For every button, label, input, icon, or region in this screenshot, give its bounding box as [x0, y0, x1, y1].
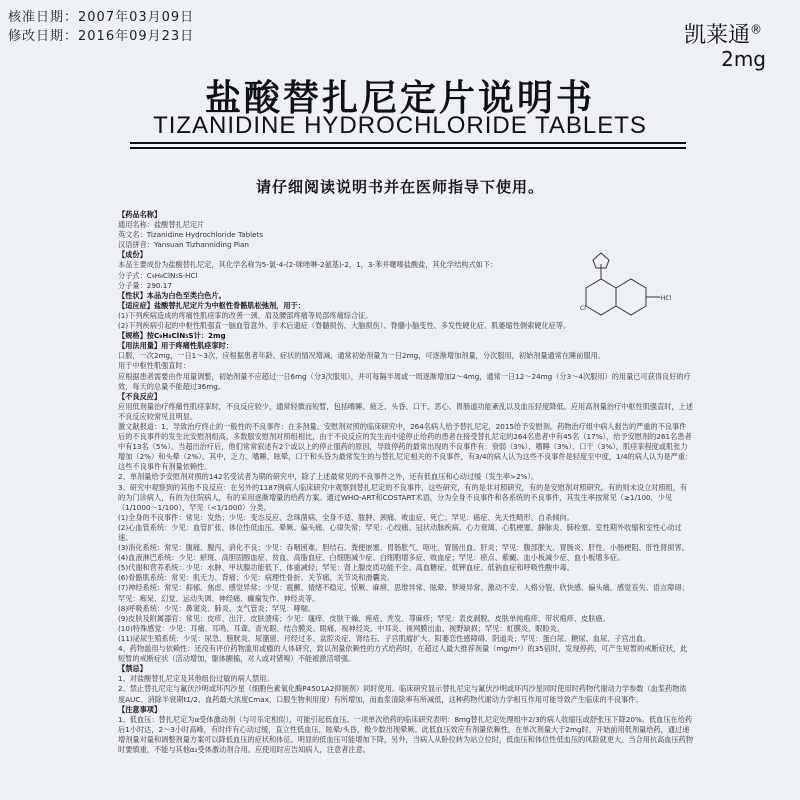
- body-text: 1、对盐酸替扎尼定及其他组份过敏的病人禁用。: [118, 674, 274, 684]
- body-text: (3)消化系统：常见：腹痛、腹泻、消化不良；少见：吞咽困难、胆结石、粪便嵌塞、胃肠胀气、呕吐、胃肠出血、肝炎；罕见：腹部胀大、胃肠炎、肝性、小肠梗阻、肝性肾损害。: [118, 543, 689, 553]
- divider: [130, 142, 686, 144]
- body-text: (5)代谢和营养系统：少见：水肿、甲状腺功能低下、体重减轻；罕见：肾上腺皮质功能不全、高血糖症、低钾血症、低钠血症和呼吸性酸中毒。: [118, 563, 574, 573]
- body-text: (2)下列疾病引起的中枢性肌强直一脑血管意外、手术后遗症（脊髓损伤、大脑损伤）、脊髓小脑变性、多发性硬化症、肌萎缩性侧索硬化症等。: [118, 321, 571, 331]
- body-text: (10)特殊感觉：少见：耳痛、耳鸣、耳聋、青光眼、结合膜炎、眼痛、视神经炎、中耳炎、视网膜出血、视野缺损；罕见：虹膜炎、眼睑炎。: [118, 623, 565, 633]
- body-text: (4)血液淋巴系统：少见：瘀斑、高胆固醇血症、贫血、高脂血症、白细胞减少症、白细胞增多症、败血症；罕见：瘀点、紫癜、血小板减少症、血小板增多症。: [118, 553, 625, 563]
- divider: [130, 147, 686, 149]
- revision-date: 修改日期：2016年09月23日: [8, 29, 195, 44]
- page-title: 盐酸替扎尼定片说明书: [204, 78, 595, 119]
- body-text: (1)全身的不良事件：常见：发热；少见：变态反应、念珠菌病、全身不适、脓肿、颈痛、败血症、死亡；罕见：癌症、先天性畸形、自杀倾向。: [118, 512, 574, 522]
- section-heading: 【成份】: [118, 250, 147, 260]
- body-text: 2、单剂量给予安慰剂对照的142名受试者为期的研究中，除了上述最常见的不良事件之外，还有低血压和心动过缓（发生率>2%）。: [118, 472, 539, 482]
- body-text: 4、药物滥用与依赖性：还没有评价药物滥用或瘾的人体研究，致以剂量依赖性的方式给药时，在超过人最大推荐剂量（mg/m²）的35倍时，发现停药，可产生短暂的戒断症状，此短暂的戒断症状（活动增加，躯体颤搐，对人或对猪嗅）不能被激活增强。: [118, 644, 688, 664]
- body-text: 3、研究中观察到的其他不良反应：在另外的1187例病人临床研究中观察到替扎尼定的不良事件，这些研究，有的是非对照研究，有的是安慰剂对照研究。有的则未设立对照组，有的为门诊病人，有的为住院病人，有的采用逐渐增量的给药方案。通过WHO-ART和COSTART术语，分为全身不良事件和各系统的不良事件，其发生率按常见（≥1/100，少见（1/1000～1/100），罕见（<1/1000）分类。: [118, 482, 688, 512]
- section-heading: 【规格】按C₉H₈ClN₅S计：2mg: [118, 331, 226, 341]
- section-heading: 【适应症】盐酸替扎尼定片为中枢性骨骼肌松弛剂，用于：: [118, 300, 305, 310]
- body-text: (8)呼吸系统：少见：鼻窦炎、肺炎、支气管炎；罕见：哮喘。: [118, 603, 316, 613]
- body-text: (1)下列疾病造成的疼痛性肌痉挛的改善一颈、肩及腰部疼痛等局部疼痛综合征。: [118, 310, 373, 320]
- body-text: (2)心血管系统：少见：血管扩张、体位性低血压、晕厥、偏头痛、心律失常；罕见：心绞痛、冠状动脉疾病、心力衰竭、心肌梗塞、静脉炎、肺栓塞、室性期外收缩和室性心动过速。: [118, 522, 682, 542]
- section-heading: 【性状】本品为白色至类白色片。: [118, 290, 226, 300]
- brand-name-text: 凯莱通: [683, 23, 750, 48]
- section-heading: 【注意事项】: [118, 704, 162, 714]
- section-heading: 【不良反应】: [118, 391, 162, 401]
- usage-notice: 请仔细阅读说明书并在医师指导下使用。: [255, 178, 544, 196]
- body-text: 口服，一次2mg，一日1～3次，应根据患者年龄、症状的情况增减，通常初始剂量为一日2mg，可逐渐增加剂量，分次服用，初始剂量通常在睡前服用。: [118, 351, 606, 361]
- body-text: 汉语拼音：Yansuan Tizhanniding Pian: [118, 240, 249, 250]
- body-text: 激文献报道：1、导致治疗终止的一般性的不良事件：在多剂量、安慰剂对照的临床研究中，264名病人给予替扎尼定，2015给予安慰剂。药物治疗组中病人报告的严重的不良事件后的不良事件的发生比安慰剂组高，多数服安慰剂对照组相比，由于不良反应的发生而中途停止给药的患者在接受替扎尼定的264名患者中有45名（17%），给予安慰剂的261名患者中有13名（5%）。当超出治疗后，他们常常叙述有2个或以上的停止服药的原因，导致停药的最常出现的不良事件有：衰弱（3%）、嗜睡（3%）、口干（3%），肌痉挛程度或肌张力增加（2%）和头晕（2%）。其中，乏力、嗜睡、眩晕，口干和头昏为最常发生的与替扎尼定相关的不良事件，有3/4的病人认为这些不良事件是轻度至中度，1/4的病人认为是严重：这些不良事件有剂量依赖性。: [118, 421, 693, 472]
- section-heading: 【药品名称】: [118, 210, 162, 219]
- body-text: 分子量：290.17: [118, 280, 172, 290]
- body-text: 英文名：Tizanidine Hydrochloride Tablets: [118, 230, 264, 240]
- body-text: 2、禁止替扎尼定与氟伏沙明或环丙沙星（细胞色素氧化酶P4501A2抑制剂）同时使用。临床研究显示替扎尼定与氟伏沙明或环丙沙星同时使用时药物代谢动力学参数（血浆药物浓度AUC、消除半衰期t1/2、血药最大浓度Cmax、口服生物利用度）有所增加，而血浆清除率有所减低，这种药物代谢动力学相互作用可能导致产生临床的不良事件。: [118, 684, 687, 704]
- body-text: (6)骨骼肌系统：常见：肌无力、背痛；少见：病理性骨折、关节痛、关节炎和滑囊炎。: [118, 573, 395, 583]
- body-text: 应用低剂量治疗疼痛性肌痉挛时，不良反应较少，通常轻微而短暂，包括嗜睡、疲乏、头昏、口干、恶心、胃肠道功能紊乱以及血压轻度降低。应用高剂量治疗中枢性肌强直时，上述不良反应较常见且明显。: [118, 401, 693, 421]
- svg-text:Cl: Cl: [580, 305, 586, 312]
- body-text: 通用名称：盐酸替扎尼定片: [118, 220, 205, 230]
- body-text: 分子式：C₉H₈ClN₅S·HCl: [118, 270, 198, 280]
- section-heading: 【禁忌】: [118, 664, 147, 674]
- body-text: 应根据患者需要由作用量调整，初始剂量不应超过一日6mg（分3次服用），并可每隔半周或一周逐渐增加2～4mg，通常一日12～24mg（分3～4次服用）的用量已可获得良好的疗效，每天的总量不能超过36mg。: [118, 371, 691, 391]
- svg-text:·HCl: ·HCl: [659, 295, 672, 302]
- date-info: [8, 8, 194, 46]
- body-text: 本品主要成份为盐酸替扎尼定，其化学名称为5-氯-4-(2-咪唑啉-2氨基)-2，1，3-苯并噻嗪盐酸盐，其化学结构式如下：: [118, 260, 498, 270]
- brand-name: [684, 18, 762, 49]
- strength: 2mg: [721, 47, 766, 71]
- body-text: (7)神经系统：常见：抑郁、焦虑、感觉异常；少见：震颤、情绪不稳定、惊厥、麻痹、思维异常、眩晕、梦境异常、激动不安、人格分裂、欣快感、偏头痛、感觉丧失、语言障碍；罕见：痴呆、幻觉、运动失调、神经痛、癫痫发作、神经炎等。: [118, 583, 689, 603]
- body-text: (11)泌尿生殖系统：少见：尿急、膀胱炎、尿潴留、月经过多、盆腔炎症、肾结石、子宫肌瘤扩大、阳萎恋性感障碍、阴道炎；罕见：蛋白尿、糖尿、血尿、子宫出血。: [118, 633, 651, 643]
- body-text: (9)皮肤及附属器官：常见：皮疹、出汗、皮肤溃疡；少见：瘙痒、皮肤干燥、痤疮、秃发、荨麻疹；罕见：表皮剥脱、皮肤单纯疱疹、带状疱疹、皮肤癌。: [118, 613, 610, 623]
- body-text: 用于中枢性肌强直时：: [118, 361, 190, 371]
- body-text: 1、低血压：替扎尼定为α受体激动剂（与可乐定相似），可能引起低血压。一项单次给药的临床研究表明：8mg替扎尼定处理组中2/3的病人收缩压或舒张压下降20%。低血压在给药后1小时达，2～3小时高峰，有时伴有心动过缓，直立性低血压，眩晕/头昏，极少数出现晕厥。此低血压效应有剂量依赖性，在单次剂量大于2mg时，开始前用低剂量给药，通过递增剂量对量和调整剂量方案可以降低血压的症状和体征。明显的低血压可能增加下降，另外，当病人从卧位转为站立位时，低血压和体位性低血压的风险就更大。当合用抗高血压药物时要慎重，不能与其他α₂受体激动剂合用。应使用时应告知病人，注意者注意。: [118, 714, 693, 754]
- chemical-structure-icon: [556, 248, 686, 338]
- english-title: TIZANIDINE HYDROCHLORIDE TABLETS: [153, 112, 647, 139]
- registered-mark: ®: [750, 22, 762, 37]
- section-heading: 【用法用量】用于疼痛性肌痉挛时：: [118, 341, 234, 351]
- approval-date: 核准日期：2007年03月09日: [8, 10, 195, 25]
